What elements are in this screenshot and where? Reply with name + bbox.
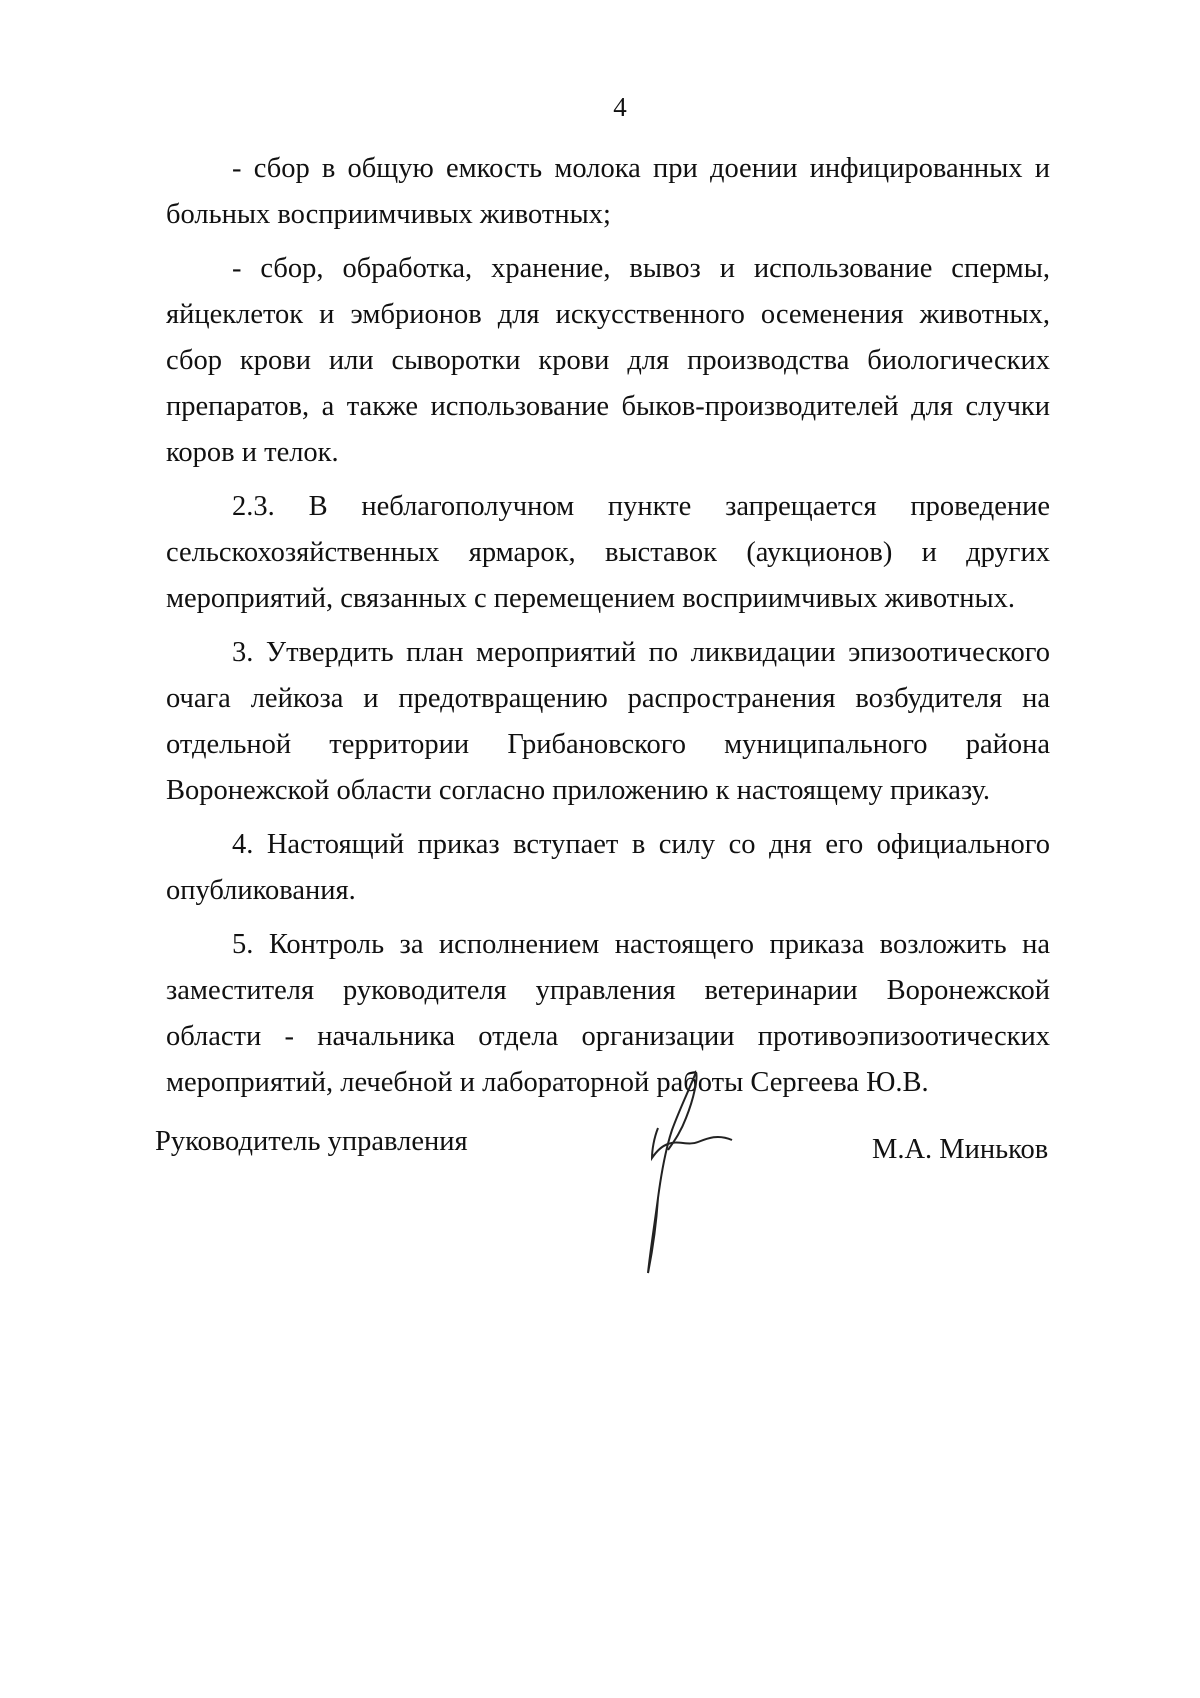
signer-name: М.А. Миньков bbox=[872, 1134, 1049, 1165]
paragraph-2-3: 2.3. В неблагополучном пункте запрещается проведение сельскохозяйственных ярмарок, выставок (аукционов) и других мероприятий, связанных с перемещением восприимчивых животных. bbox=[166, 491, 1050, 614]
handwritten-signature bbox=[628, 1068, 748, 1278]
page-number: 4 bbox=[613, 92, 627, 122]
signature-block bbox=[0, 1068, 1200, 1298]
paragraph-sperm-collection: - сбор, обработка, хранение, вывоз и использование спермы, яйцеклеток и эмбрионов для искусственного осеменения животных, сбор крови или сыворотки крови для производства биологических препаратов, а также использование быков-производителей для случки коров и телок. bbox=[166, 253, 1050, 468]
paragraph-milk-collection: - сбор в общую емкость молока при доении инфицированных и больных восприимчивых животных; bbox=[166, 153, 1050, 230]
paragraph-3: 3. Утвердить план мероприятий по ликвидации эпизоотического очага лейкоза и предотвращению распространения возбудителя на отдельной территории Грибановского муниципального района Воронежской области согласно приложению к настоящему приказу. bbox=[166, 637, 1050, 806]
document-body bbox=[166, 146, 1050, 1114]
paragraph-5: 5. Контроль за исполнением настоящего приказа возложить на заместителя руководителя управления ветеринарии Воронежской области - начальника отдела организации противоэпизоотических мероприятий, лечебной и лабораторной работы Сергеева Ю.В. bbox=[166, 929, 1050, 1098]
signer-title: Руководитель управления bbox=[155, 1126, 468, 1157]
paragraph-4: 4. Настоящий приказ вступает в силу со дня его официального опубликования. bbox=[166, 829, 1050, 906]
